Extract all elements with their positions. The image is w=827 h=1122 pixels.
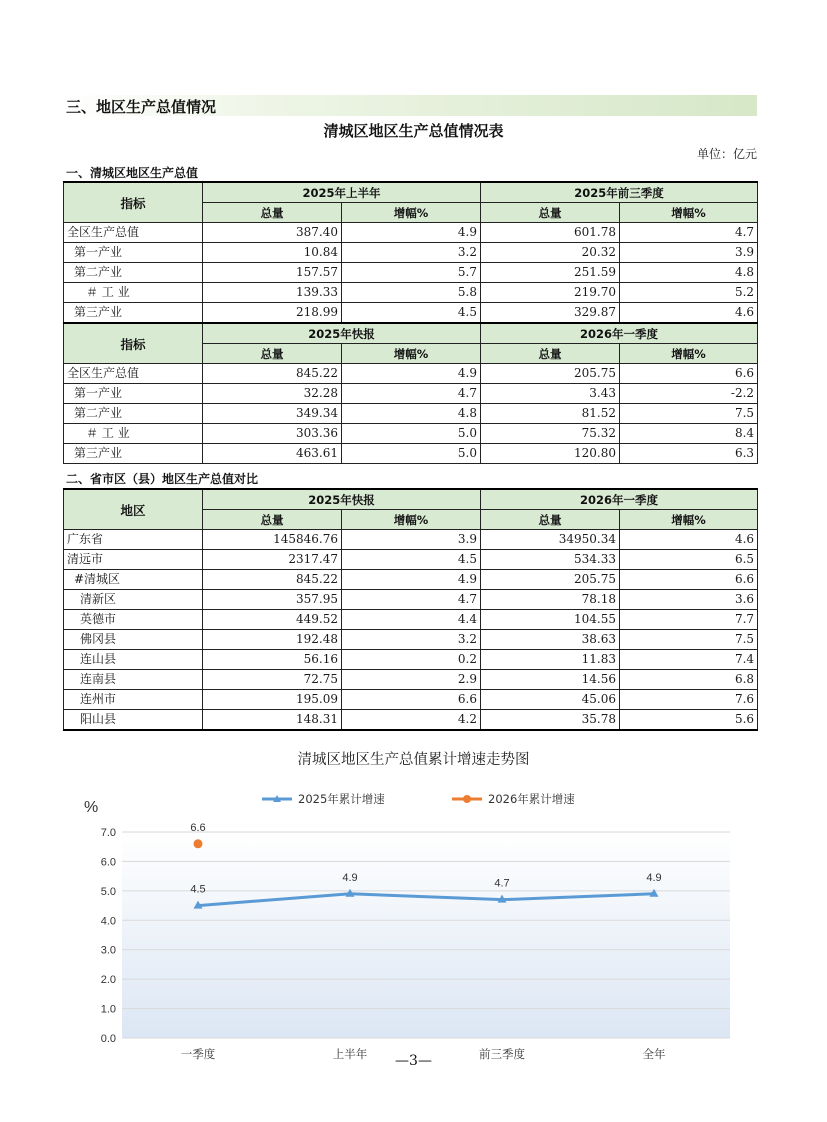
row-label: 佛冈县	[64, 630, 203, 650]
row-label: ＃ 工 业	[64, 283, 203, 303]
cell-total: 11.83	[481, 650, 620, 670]
cell-total: 449.52	[203, 610, 342, 630]
cell-total: 72.75	[203, 670, 342, 690]
cell-growth: 3.6	[620, 590, 758, 610]
x-tick-label: 前三季度	[479, 1047, 525, 1061]
cell-growth: 4.6	[620, 303, 758, 324]
header-total: 总量	[203, 203, 342, 223]
data-label: 4.5	[190, 883, 206, 896]
row-label: 第二产业	[64, 263, 203, 283]
cell-total: 14.56	[481, 670, 620, 690]
page-number: —3—	[395, 1053, 432, 1069]
table-row	[64, 444, 758, 464]
cell-growth: 4.2	[342, 710, 481, 731]
table-row	[64, 223, 758, 243]
table-row	[64, 690, 758, 710]
cell-total: 120.80	[481, 444, 620, 464]
row-label: 连州市	[64, 690, 203, 710]
cell-total: 845.22	[203, 570, 342, 590]
cell-growth: 5.6	[620, 710, 758, 731]
header-period-b2: 2026年一季度	[481, 323, 758, 344]
cell-growth: 3.9	[342, 530, 481, 550]
row-label: 全区生产总值	[64, 223, 203, 243]
x-tick-label: 上半年	[332, 1047, 368, 1061]
y-tick-label: 7.0	[100, 827, 116, 839]
cell-growth: 4.9	[342, 364, 481, 384]
data-label: 4.7	[494, 877, 510, 890]
cell-total: 349.34	[203, 404, 342, 424]
row-label: 阳山县	[64, 710, 203, 731]
y-tick-label: 1.0	[100, 1003, 116, 1016]
header-growth: 增幅%	[620, 203, 758, 223]
cell-total: 387.40	[203, 223, 342, 243]
header-growth: 增幅%	[342, 203, 481, 223]
cell-total: 45.06	[481, 690, 620, 710]
cell-growth: 5.8	[342, 283, 481, 303]
cell-growth: 7.5	[620, 630, 758, 650]
table-row	[64, 710, 758, 731]
cell-growth: 7.7	[620, 610, 758, 630]
cell-total: 463.61	[203, 444, 342, 464]
part1-label: 一、清城区地区生产总值	[66, 166, 199, 180]
row-label: 英德市	[64, 610, 203, 630]
cell-growth: 6.8	[620, 670, 758, 690]
cell-total: 192.48	[203, 630, 342, 650]
cell-growth: 4.7	[342, 384, 481, 404]
row-label: 连山县	[64, 650, 203, 670]
y-tick-label: 0.0	[100, 1033, 116, 1045]
cell-growth: 4.8	[620, 263, 758, 283]
growth-chart-svg	[60, 780, 760, 1070]
header-growth: 增幅%	[620, 510, 758, 530]
legend-label: 2026年累计增速	[488, 792, 575, 806]
cell-growth: 6.6	[342, 690, 481, 710]
header-period-c2: 2026年一季度	[481, 489, 758, 510]
legend-label: 2025年累计增速	[298, 792, 385, 806]
data-label: 4.9	[646, 871, 662, 884]
gdp-table-qingcheng	[63, 181, 758, 464]
cell-total: 845.22	[203, 364, 342, 384]
row-label: 第一产业	[64, 243, 203, 263]
data-label: 4.9	[342, 871, 358, 884]
cell-total: 38.63	[481, 630, 620, 650]
y-tick-label: 2.0	[100, 974, 116, 987]
cell-total: 205.75	[481, 570, 620, 590]
cell-total: 534.33	[481, 550, 620, 570]
cell-total: 56.16	[203, 650, 342, 670]
part2-label: 二、省市区（县）地区生产总值对比	[66, 472, 259, 486]
cell-growth: 4.8	[342, 404, 481, 424]
row-label: 第三产业	[64, 444, 203, 464]
header-total: 总量	[481, 344, 620, 364]
table-row	[64, 630, 758, 650]
data-label: 6.6	[190, 821, 206, 834]
cell-growth: 5.7	[342, 263, 481, 283]
header-total: 总量	[203, 510, 342, 530]
cell-growth: 7.6	[620, 690, 758, 710]
cell-total: 35.78	[481, 710, 620, 731]
table-row	[64, 530, 758, 550]
cell-growth: 4.5	[342, 550, 481, 570]
header-indicator-b: 指标	[64, 323, 203, 364]
cell-growth: 6.3	[620, 444, 758, 464]
y-tick-label: 4.0	[100, 915, 116, 928]
cell-total: 3.43	[481, 384, 620, 404]
section-heading-bar	[63, 95, 757, 116]
table-row	[64, 384, 758, 404]
cell-growth: 3.9	[620, 243, 758, 263]
cell-growth: 5.0	[342, 424, 481, 444]
row-label: 第二产业	[64, 404, 203, 424]
header-period-b1: 2025年快报	[203, 323, 481, 344]
cell-total: 104.55	[481, 610, 620, 630]
y-tick-label: 3.0	[100, 944, 116, 957]
cell-total: 145846.76	[203, 530, 342, 550]
cell-total: 81.52	[481, 404, 620, 424]
cell-growth: 5.2	[620, 283, 758, 303]
cell-growth: 5.0	[342, 444, 481, 464]
cell-total: 357.95	[203, 590, 342, 610]
table-row	[64, 303, 758, 324]
table-row	[64, 263, 758, 283]
header-indicator-a: 指标	[64, 182, 203, 223]
cell-growth: 4.4	[342, 610, 481, 630]
cell-growth: 3.2	[342, 630, 481, 650]
cell-growth: 0.2	[342, 650, 481, 670]
x-tick-label: 全年	[642, 1047, 666, 1061]
header-growth: 增幅%	[342, 510, 481, 530]
cell-total: 219.70	[481, 283, 620, 303]
legend-marker	[463, 795, 471, 803]
cell-growth: 7.5	[620, 404, 758, 424]
header-growth: 增幅%	[342, 344, 481, 364]
cell-growth: 3.2	[342, 243, 481, 263]
table-row	[64, 670, 758, 690]
chart-title: 清城区地区生产总值累计增速走势图	[297, 752, 530, 768]
row-label: 清远市	[64, 550, 203, 570]
x-tick-label: 一季度	[180, 1047, 216, 1061]
y-tick-label: 6.0	[100, 856, 116, 869]
cell-total: 251.59	[481, 263, 620, 283]
cell-total: 10.84	[203, 243, 342, 263]
growth-chart	[60, 780, 760, 1070]
cell-total: 75.32	[481, 424, 620, 444]
row-label: 清新区	[64, 590, 203, 610]
cell-growth: 4.9	[342, 223, 481, 243]
table-row	[64, 650, 758, 670]
table-row	[64, 610, 758, 630]
cell-growth: -2.2	[620, 384, 758, 404]
unit-label: 单位：亿元	[696, 147, 757, 161]
y-tick-label: 5.0	[100, 885, 116, 898]
row-label: #清城区	[64, 570, 203, 590]
plot-area	[122, 832, 730, 1038]
cell-total: 32.28	[203, 384, 342, 404]
cell-total: 205.75	[481, 364, 620, 384]
data-point	[194, 839, 203, 848]
cell-growth: 4.7	[342, 590, 481, 610]
cell-growth: 7.4	[620, 650, 758, 670]
row-label: 全区生产总值	[64, 364, 203, 384]
cell-growth: 6.5	[620, 550, 758, 570]
row-label: 连南县	[64, 670, 203, 690]
header-region: 地区	[64, 489, 203, 530]
table-title: 清城区地区生产总值情况表	[323, 122, 504, 140]
gdp-table-comparison	[63, 488, 758, 731]
table-row	[64, 424, 758, 444]
cell-total: 157.57	[203, 263, 342, 283]
cell-growth: 4.6	[620, 530, 758, 550]
row-label: 第三产业	[64, 303, 203, 324]
cell-growth: 4.5	[342, 303, 481, 324]
header-period-c1: 2025年快报	[203, 489, 481, 510]
header-period-a2: 2025年前三季度	[481, 182, 758, 203]
cell-total: 20.32	[481, 243, 620, 263]
cell-total: 2317.47	[203, 550, 342, 570]
header-total: 总量	[203, 344, 342, 364]
cell-growth: 8.4	[620, 424, 758, 444]
cell-total: 601.78	[481, 223, 620, 243]
row-label: 广东省	[64, 530, 203, 550]
section-heading: 三、地区生产总值情况	[66, 98, 217, 116]
cell-total: 34950.34	[481, 530, 620, 550]
cell-growth: 4.9	[342, 570, 481, 590]
cell-total: 218.99	[203, 303, 342, 324]
header-period-a1: 2025年上半年	[203, 182, 481, 203]
y-axis-label: %	[84, 799, 99, 816]
header-total: 总量	[481, 510, 620, 530]
cell-growth: 4.7	[620, 223, 758, 243]
table-row	[64, 283, 758, 303]
header-total: 总量	[481, 203, 620, 223]
cell-total: 148.31	[203, 710, 342, 731]
header-growth: 增幅%	[620, 344, 758, 364]
table-row	[64, 550, 758, 570]
cell-total: 78.18	[481, 590, 620, 610]
cell-total: 195.09	[203, 690, 342, 710]
table-row	[64, 590, 758, 610]
cell-total: 139.33	[203, 283, 342, 303]
table-row	[64, 364, 758, 384]
table-row	[64, 570, 758, 590]
table-row	[64, 243, 758, 263]
table-row	[64, 404, 758, 424]
cell-growth: 2.9	[342, 670, 481, 690]
row-label: ＃ 工 业	[64, 424, 203, 444]
row-label: 第一产业	[64, 384, 203, 404]
cell-total: 329.87	[481, 303, 620, 324]
cell-growth: 6.6	[620, 364, 758, 384]
cell-growth: 6.6	[620, 570, 758, 590]
cell-total: 303.36	[203, 424, 342, 444]
